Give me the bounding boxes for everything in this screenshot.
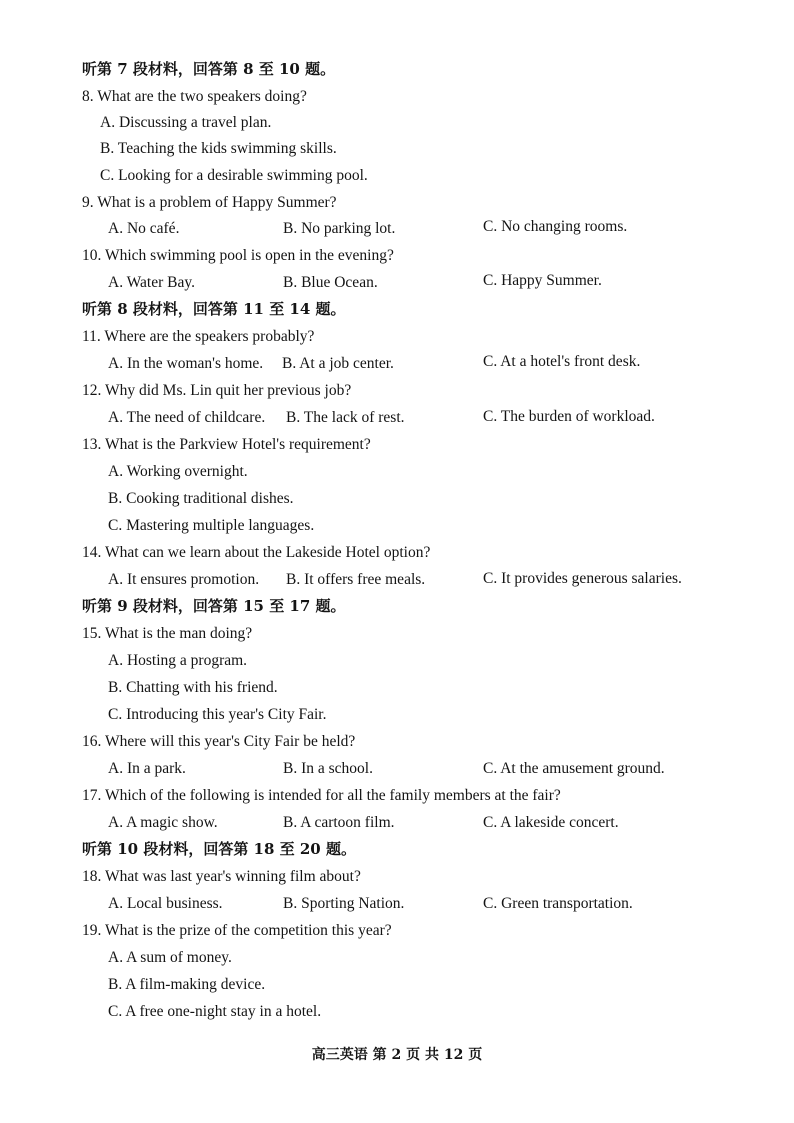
option-14b: B. It offers free meals. [286,571,426,588]
option-16a: A. In a park. [108,760,186,777]
option-12c: C. The burden of workload. [483,408,655,425]
option-18a: A. Local business. [108,895,223,912]
option-10b: B. Blue Ocean. [283,274,378,291]
question-14: 14. What can we learn about the Lakeside Hotel option? [82,544,431,561]
option-14c: C. It provides generous salaries. [483,570,682,587]
option-19c: C. A free one-night stay in a hotel. [108,1003,322,1020]
option-8c: C. Looking for a desirable swimming pool. [100,167,368,184]
option-17a: A. A magic show. [108,814,218,831]
question-15: 15. What is the man doing? [82,625,253,642]
option-19b: B. A film-making device. [108,976,266,993]
question-17: 17. Which of the following is intended for all the family members at the fair? [82,787,561,804]
question-9: 9. What is a problem of Happy Summer? [82,194,337,211]
option-17c: C. A lakeside concert. [483,814,619,831]
option-12b: B. The lack of rest. [286,409,405,426]
page-footer: 高三英语 第 2 页 共 12 页 [311,1047,483,1063]
option-13b: B. Cooking traditional dishes. [108,490,294,507]
question-13: 13. What is the Parkview Hotel's requirement? [82,436,371,453]
question-12: 12. Why did Ms. Lin quit her previous job? [82,382,352,399]
option-18c: C. Green transportation. [483,895,633,912]
option-14a: A. It ensures promotion. [108,571,260,588]
option-17b: B. A cartoon film. [283,814,395,831]
option-8b: B. Teaching the kids swimming skills. [100,140,337,157]
section-heading-7: 听第 7 段材料，回答第 8 至 10 题。 [82,60,336,78]
option-11c: C. At a hotel's front desk. [483,353,641,370]
option-15b: B. Chatting with his friend. [108,679,278,696]
option-19a: A. A sum of money. [108,949,232,966]
option-10c: C. Happy Summer. [483,272,602,289]
option-13a: A. Working overnight. [108,463,248,480]
option-16c: C. At the amusement ground. [483,760,665,777]
section-heading-8: 听第 8 段材料，回答第 11 至 14 题。 [82,300,346,318]
question-19: 19. What is the prize of the competition this year? [82,922,392,939]
option-11b: B. At a job center. [282,355,394,372]
option-13c: C. Mastering multiple languages. [108,517,315,534]
option-9a: A. No café. [108,220,180,237]
question-11: 11. Where are the speakers probably? [82,328,315,345]
section-heading-9: 听第 9 段材料，回答第 15 至 17 题。 [82,597,346,615]
option-11a: A. In the woman's home. [108,355,264,372]
option-9b: B. No parking lot. [283,220,396,237]
option-16b: B. In a school. [283,760,373,777]
option-12a: A. The need of childcare. [108,409,266,426]
option-18b: B. Sporting Nation. [283,895,405,912]
option-9c: C. No changing rooms. [483,218,628,235]
question-16: 16. Where will this year's City Fair be held? [82,733,356,750]
question-8: 8. What are the two speakers doing? [82,88,307,105]
option-15c: C. Introducing this year's City Fair. [108,706,327,723]
option-10a: A. Water Bay. [108,274,195,291]
question-18: 18. What was last year's winning film about? [82,868,361,885]
question-10: 10. Which swimming pool is open in the evening? [82,247,394,264]
option-15a: A. Hosting a program. [108,652,248,669]
option-8a: A. Discussing a travel plan. [100,114,272,131]
section-heading-10: 听第 10 段材料，回答第 18 至 20 题。 [82,840,356,858]
